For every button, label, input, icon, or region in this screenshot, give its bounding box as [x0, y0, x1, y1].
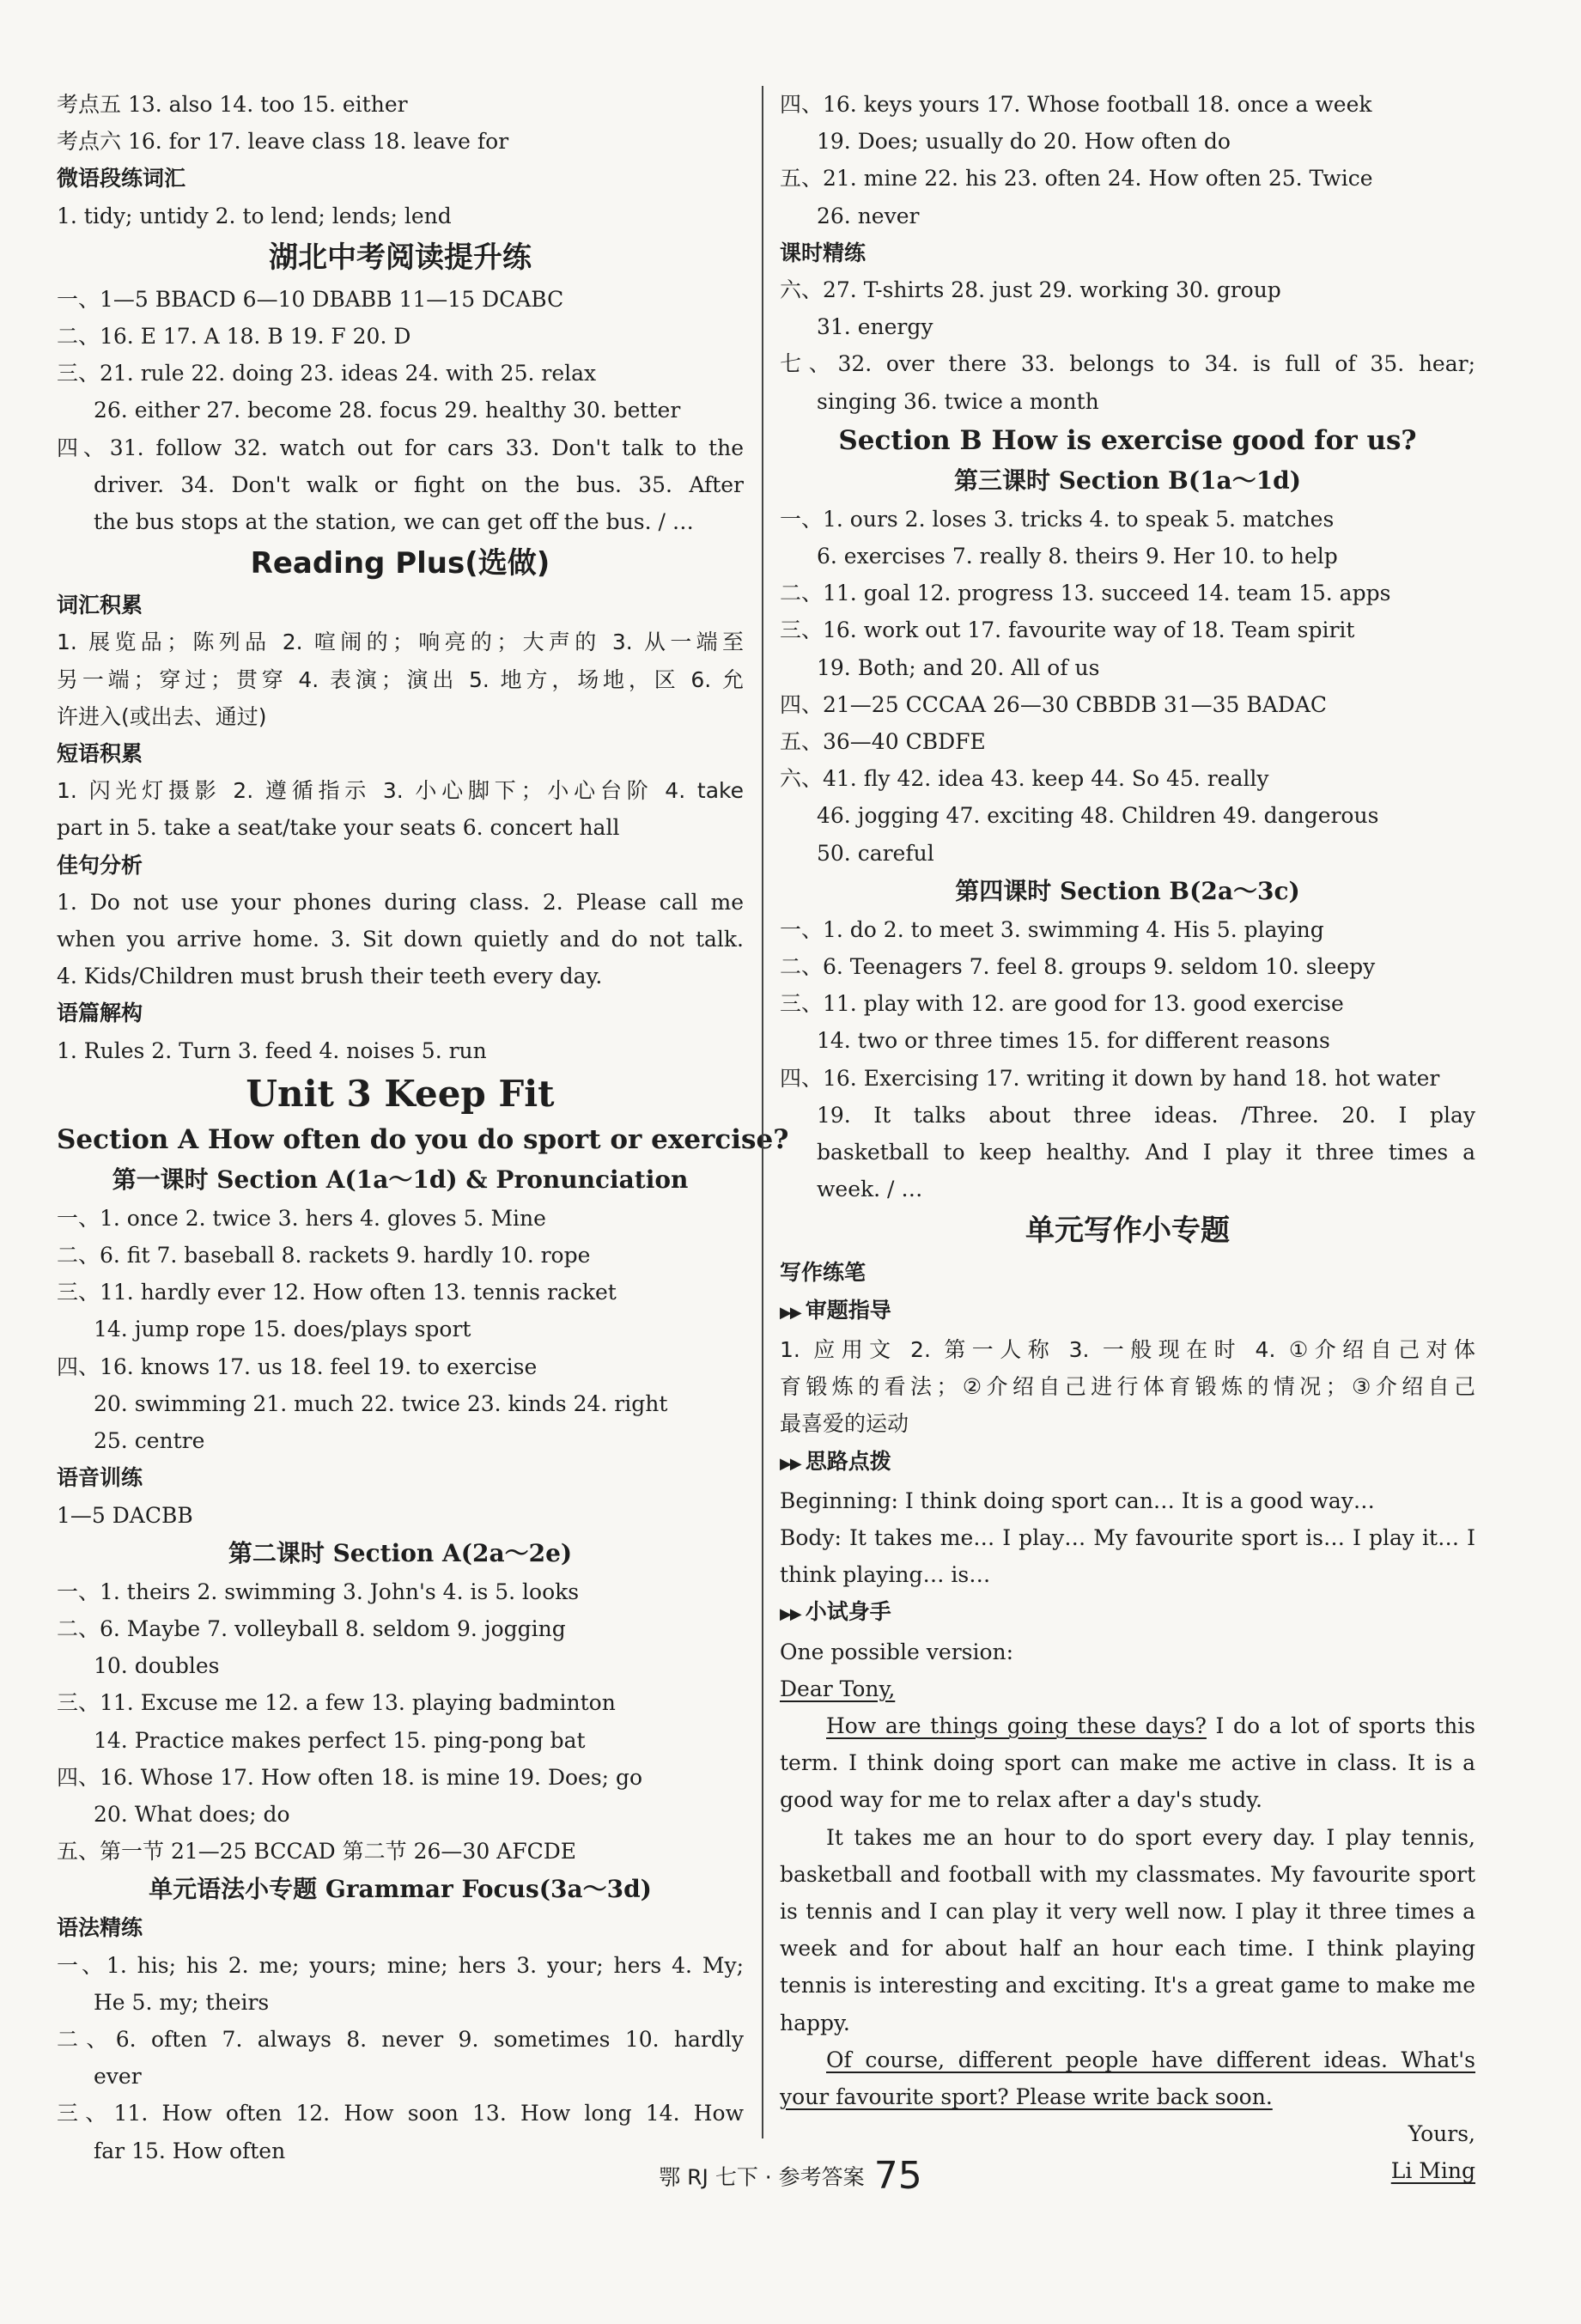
answer-line: singing 36. twice a month [817, 388, 1099, 414]
answer-line: 一、1. theirs 2. swimming 3. John's 4. is 5. looks [57, 1579, 580, 1604]
answer-line: 五、36—40 CBDFE [780, 729, 986, 755]
answer-line: 四、21—25 CCCAA 26—30 CBBDB 31—35 BADAC [780, 691, 1328, 717]
answer-line: 许进入(或出去、通过) [57, 703, 267, 729]
answer-line: 46. jogging 47. exciting 48. Children 49. dangerous [817, 803, 1379, 829]
answer-line: Beginning: I think doing sport can… It is a good way… [780, 1487, 1375, 1513]
sub-heading: 短语积累 [57, 741, 143, 767]
answer-line: 五、第一节 21—25 BCCAD 第二节 26—30 AFCDE [57, 1839, 576, 1865]
answer-line: far 15. How often [94, 2138, 286, 2163]
answer-line: 20. swimming 21. much 22. twice 23. kinds 24. right [94, 1390, 668, 1416]
answer-line: 六、27. T-shirts 28. just 29. working 30. group [780, 277, 1281, 303]
lesson-heading: 第三课时 Section B(1a～1d) [953, 465, 1302, 495]
answer-line: 一、1—5 BBACD 6—10 DBABB 11—15 DCABC [57, 286, 564, 312]
answer-line: 二、6. often 7. always 8. never 9. sometimes 10. hardly [57, 2026, 744, 2052]
underlined-sentence: How are things going these days? [826, 1713, 1207, 1738]
answer-line: One possible version: [780, 1639, 1014, 1664]
unit-title: Unit 3 Keep Fit [246, 1072, 555, 1115]
answer-line: 4. Kids/Children must brush their teeth every day. [57, 964, 603, 989]
writing-step-heading: ▶▶ 思路点拨 [780, 1443, 1475, 1482]
answer-line: 四、16. Whose 17. How often 18. is mine 19. Does; go [57, 1764, 643, 1790]
paragraph-text: It takes me an hour to do sport every day. I play tennis, basketball and football with my classmates. My favourite sport is tennis and I can play it very well now. I play it three times a week and for about half an hour each time. I think playing tennis is interesting and exciting. It's a great game to make me happy. [780, 1824, 1475, 2035]
sub-heading: 语音训练 [57, 1465, 143, 1491]
signature-name: Li Ming [1390, 2158, 1475, 2184]
answer-line: 14. jump rope 15. does/plays sport [94, 1317, 471, 1342]
answer-line: 三、11. hardly ever 12. How often 13. tennis racket [57, 1280, 617, 1305]
answer-line: 二、6. Maybe 7. volleyball 8. seldom 9. jogging [57, 1615, 566, 1641]
section-title: Section B How is exercise good for us? [838, 424, 1417, 456]
lesson-heading: 第四课时 Section B(2a～3c) [955, 876, 1300, 905]
page-footer [0, 2154, 1581, 2198]
answer-line: 1. Do not use your phones during class. 2. Please call me [57, 889, 744, 915]
answer-line: 育锻炼的看法；②介绍自己进行体育锻炼的情况；③介绍自己 [780, 1374, 1475, 1400]
sub-heading: 语篇解构 [57, 1001, 143, 1026]
answer-line: 四、31. follow 32. watch out for cars 33. Don't talk to the [57, 435, 744, 460]
answer-line: 三、16. work out 17. favourite way of 18. Team spirit [780, 618, 1355, 643]
lesson-heading: 单元语法小专题 Grammar Focus(3a～3d) [149, 1875, 652, 1904]
answer-line: 二、11. goal 12. progress 13. succeed 14. team 15. apps [780, 581, 1391, 606]
answer-line: 10. doubles [94, 1653, 220, 1679]
column-divider [762, 86, 763, 2138]
answer-line: 19. Does; usually do 20. How often do [817, 129, 1231, 155]
section-heading: 湖北中考阅读提升练 [269, 240, 532, 275]
answer-line: when you arrive home. 3. Sit down quietly and do not talk. [57, 927, 744, 952]
answer-line: 19. It talks about three ideas. /Three. 20. I play [817, 1102, 1475, 1128]
answer-line: 考点五 13. also 14. too 15. either [57, 92, 408, 117]
answer-line: 一、1. ours 2. loses 3. tricks 4. to speak 5. matches [780, 506, 1335, 532]
section-title: Section A How often do you do sport or exercise? [57, 1123, 789, 1155]
answer-line: 6. exercises 7. really 8. theirs 9. Her 10. to help [817, 544, 1338, 569]
sub-heading: 语法精练 [57, 1915, 143, 1941]
answer-line: He 5. my; theirs [94, 1989, 270, 2015]
letter-paragraph [780, 2041, 1475, 2115]
sub-heading: 佳句分析 [57, 852, 143, 878]
answer-line: 七、32. over there 33. belongs to 34. is full of 35. hear; [780, 351, 1475, 377]
answer-line: 1—5 DACBB [57, 1502, 193, 1528]
answer-line: 1. 应用文 2. 第一人称 3. 一般现在时 4. ①介绍自己对体 [780, 1336, 1475, 1362]
answer-line: 1. 闪光灯摄影 2. 遵循指示 3. 小心脚下；小心台阶 4. take [57, 778, 744, 804]
answer-line: 另一端；穿过；贯穿 4. 表演；演出 5. 地方，场地，区 6. 允 [57, 666, 744, 692]
letter-salutation [780, 1670, 1475, 1707]
answer-line: 1. Rules 2. Turn 3. feed 4. noises 5. run [57, 1037, 487, 1063]
lesson-heading: 第二课时 Section A(2a～2e) [228, 1538, 573, 1567]
answer-line: 二、6. fit 7. baseball 8. rackets 9. hardly 10. rope [57, 1243, 591, 1268]
answer-line: 26. either 27. become 28. focus 29. healthy 30. better [94, 398, 681, 423]
footer-text: 鄂 RJ 七下 · 参考答案 [659, 2164, 865, 2190]
underlined-sentence: Of course, different people have different ideas. What's your favourite sport? Please write back soon. [780, 2047, 1475, 2109]
answer-line: 二、6. Teenagers 7. feel 8. groups 9. seldom 10. sleepy [780, 954, 1376, 980]
paragraph-text: I do a lot of sports this term. I think doing sport can make me active in class. It is a good way for me to relax after a day's study. [780, 1713, 1476, 1813]
answer-line: 50. careful [817, 840, 934, 866]
answer-line: 14. Practice makes perfect 15. ping-pong bat [94, 1727, 586, 1753]
answer-line: 四、16. keys yours 17. Whose football 18. once a week [780, 92, 1372, 117]
answer-line: 六、41. fly 42. idea 43. keep 44. So 45. really [780, 766, 1269, 792]
answer-line: 三、21. rule 22. doing 23. ideas 24. with 25. relax [57, 361, 597, 386]
answer-line: 四、16. knows 17. us 18. feel 19. to exercise [57, 1354, 538, 1379]
answer-line: 26. never [817, 203, 920, 228]
answer-line: think playing… is… [780, 1562, 991, 1588]
sub-heading: 词汇积累 [57, 593, 143, 618]
answer-line: 14. two or three times 15. for different reasons [817, 1028, 1330, 1054]
answer-line: basketball to keep healthy. And I play it three times a [817, 1140, 1475, 1165]
answer-line: 1. 展览品；陈列品 2. 喧闹的；响亮的；大声的 3. 从一端至 [57, 630, 744, 655]
answer-line: the bus stops at the station, we can get off the bus. / … [94, 509, 694, 535]
answer-line: 25. centre [94, 1428, 205, 1454]
answer-line: 三、11. play with 12. are good for 13. good exercise [780, 991, 1344, 1017]
answer-line: 20. What does; do [94, 1801, 290, 1827]
writing-step-heading: ▶▶ 审题指导 [780, 1292, 1475, 1331]
left-column [57, 86, 789, 2169]
page-number: 75 [873, 2154, 922, 2198]
answer-line: 一、1. once 2. twice 3. hers 4. gloves 5. Mine [57, 1205, 546, 1231]
sub-heading: 微语段练词汇 [57, 166, 186, 192]
answer-line: 三、11. Excuse me 12. a few 13. playing badminton [57, 1690, 616, 1716]
right-column [780, 86, 1475, 2190]
answer-line: 31. energy [817, 314, 933, 340]
answer-line: 最喜爱的运动 [780, 1411, 909, 1437]
answer-line: 一、1. his; his 2. me; yours; mine; hers 3. your; hers 4. My; [57, 1952, 744, 1978]
answer-line: Body: It takes me… I play… My favourite sport is… I play it… I [780, 1524, 1475, 1550]
answer-line: 四、16. Exercising 17. writing it down by hand 18. hot water [780, 1065, 1440, 1091]
answer-line: 三、11. How often 12. How soon 13. How long 14. How [57, 2101, 744, 2126]
answer-line: 19. Both; and 20. All of us [817, 654, 1100, 680]
answer-line: week. / … [817, 1177, 923, 1202]
letter-paragraph [780, 1819, 1475, 2041]
section-heading: Reading Plus(选做) [250, 546, 550, 581]
answer-line: 考点六 16. for 17. leave class 18. leave for [57, 129, 509, 155]
answer-line: 五、21. mine 22. his 23. often 24. How often 25. Twice [780, 166, 1373, 192]
writing-step-heading: ▶▶ 小试身手 [780, 1593, 1475, 1633]
answer-line: 一、1. do 2. to meet 3. swimming 4. His 5. playing [780, 916, 1324, 942]
answer-line: 二、16. E 17. A 18. B 19. F 20. D [57, 324, 411, 350]
answer-line: ever [94, 2064, 142, 2090]
sub-heading: 课时精练 [780, 240, 867, 265]
salutation-text: Dear Tony, [780, 1676, 896, 1701]
answer-line: driver. 34. Don't walk or fight on the bus. 35. After [94, 471, 744, 497]
lesson-heading: 第一课时 Section A(1a～1d) & Pronunciation [112, 1165, 689, 1194]
letter-paragraph [780, 1707, 1475, 1819]
answer-line: part in 5. take a seat/take your seats 6. concert hall [57, 815, 620, 841]
sub-heading: 写作练笔 [780, 1260, 867, 1286]
answer-line: 1. tidy; untidy 2. to lend; lends; lend [57, 203, 452, 228]
section-heading: 单元写作小专题 [1025, 1214, 1230, 1249]
letter-closing: Yours, [1408, 2121, 1475, 2147]
